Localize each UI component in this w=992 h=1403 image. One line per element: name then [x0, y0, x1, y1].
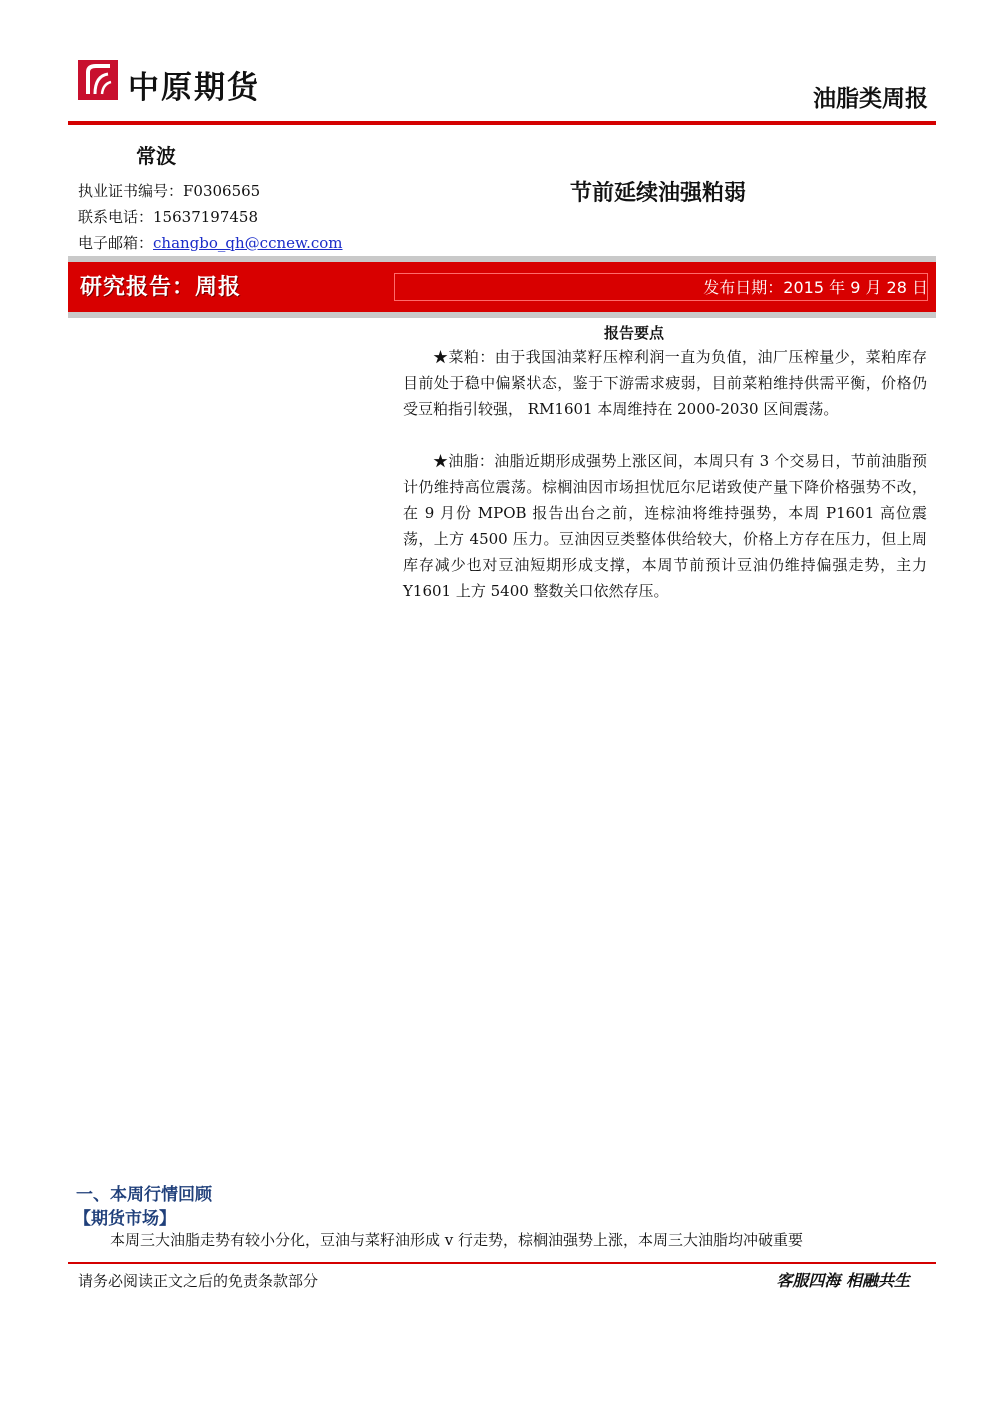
publish-date: 发布日期：2015 年 9 月 28 日 [703, 278, 928, 297]
report-title: 节前延续油强粕弱 [570, 180, 747, 206]
header-divider [68, 121, 936, 125]
email-line [78, 232, 343, 253]
summary-paragraph [403, 448, 927, 604]
email-link[interactable]: changbo_qh@ccnew.com [153, 234, 343, 252]
phone-value: 15637197458 [153, 208, 258, 226]
section-body-text: 本周三大油脂走势有较小分化，豆油与菜籽油形成 v 行走势，棕榈油强势上涨，本周三大油脂均冲破重要 [110, 1231, 804, 1249]
summary-meal-text: ★菜粕：由于我国油菜籽压榨利润一直为负值，油厂压榨量少，菜粕库存目前处于稳中偏紧状态，鉴于下游需求疲弱，目前菜粕维持供需平衡，价格仍受豆粕指引较强， RM1601 本周维持在 2000-2030 区间震荡。 [403, 348, 927, 418]
footer-disclaimer: 请务必阅读正文之后的免责条款部分 [78, 1272, 319, 1290]
banner-title: 研究报告：周报 [80, 275, 242, 300]
company-name: 中原期货 [128, 70, 260, 106]
footer-slogan: 客服四海 相融共生 [776, 1271, 910, 1290]
summary-heading: 报告要点 [604, 324, 665, 342]
banner-bottom-shadow [68, 312, 936, 318]
email-label: 电子邮箱： [78, 234, 154, 252]
section-subtitle: 【期货市场】 [74, 1209, 176, 1229]
cert-label: 执业证书编号： [78, 182, 184, 200]
phone-label: 联系电话： [78, 208, 154, 226]
section-title: 一、本周行情回顾 [76, 1185, 212, 1205]
document-type: 油脂类周报 [813, 86, 928, 112]
summary-oil-text: ★油脂：油脂近期形成强势上涨区间，本周只有 3 个交易日，节前油脂预计仍维持高位震荡。棕榈油因市场担忧厄尔尼诺致使产量下降价格强势不改，在 9 月份 MPOB 报告出台之前，连棕油将维持强势，本周 P1601 高位震荡，上方 4500 压力。豆油因豆类整体供给较大，价格上方存在压力，但上周库存减少也对豆油短期形成支撑，本周节前预计豆油仍维持偏强走势，主力 Y1601 上方 5400 整数关口依然存压。 [403, 452, 927, 600]
summary-paragraph [403, 344, 927, 422]
footer-divider [68, 1262, 936, 1264]
phone-line [78, 206, 258, 227]
company-logo-icon [78, 60, 118, 100]
cert-line [78, 180, 260, 201]
author-name: 常波 [136, 144, 176, 168]
cert-value: F0306565 [183, 182, 261, 200]
